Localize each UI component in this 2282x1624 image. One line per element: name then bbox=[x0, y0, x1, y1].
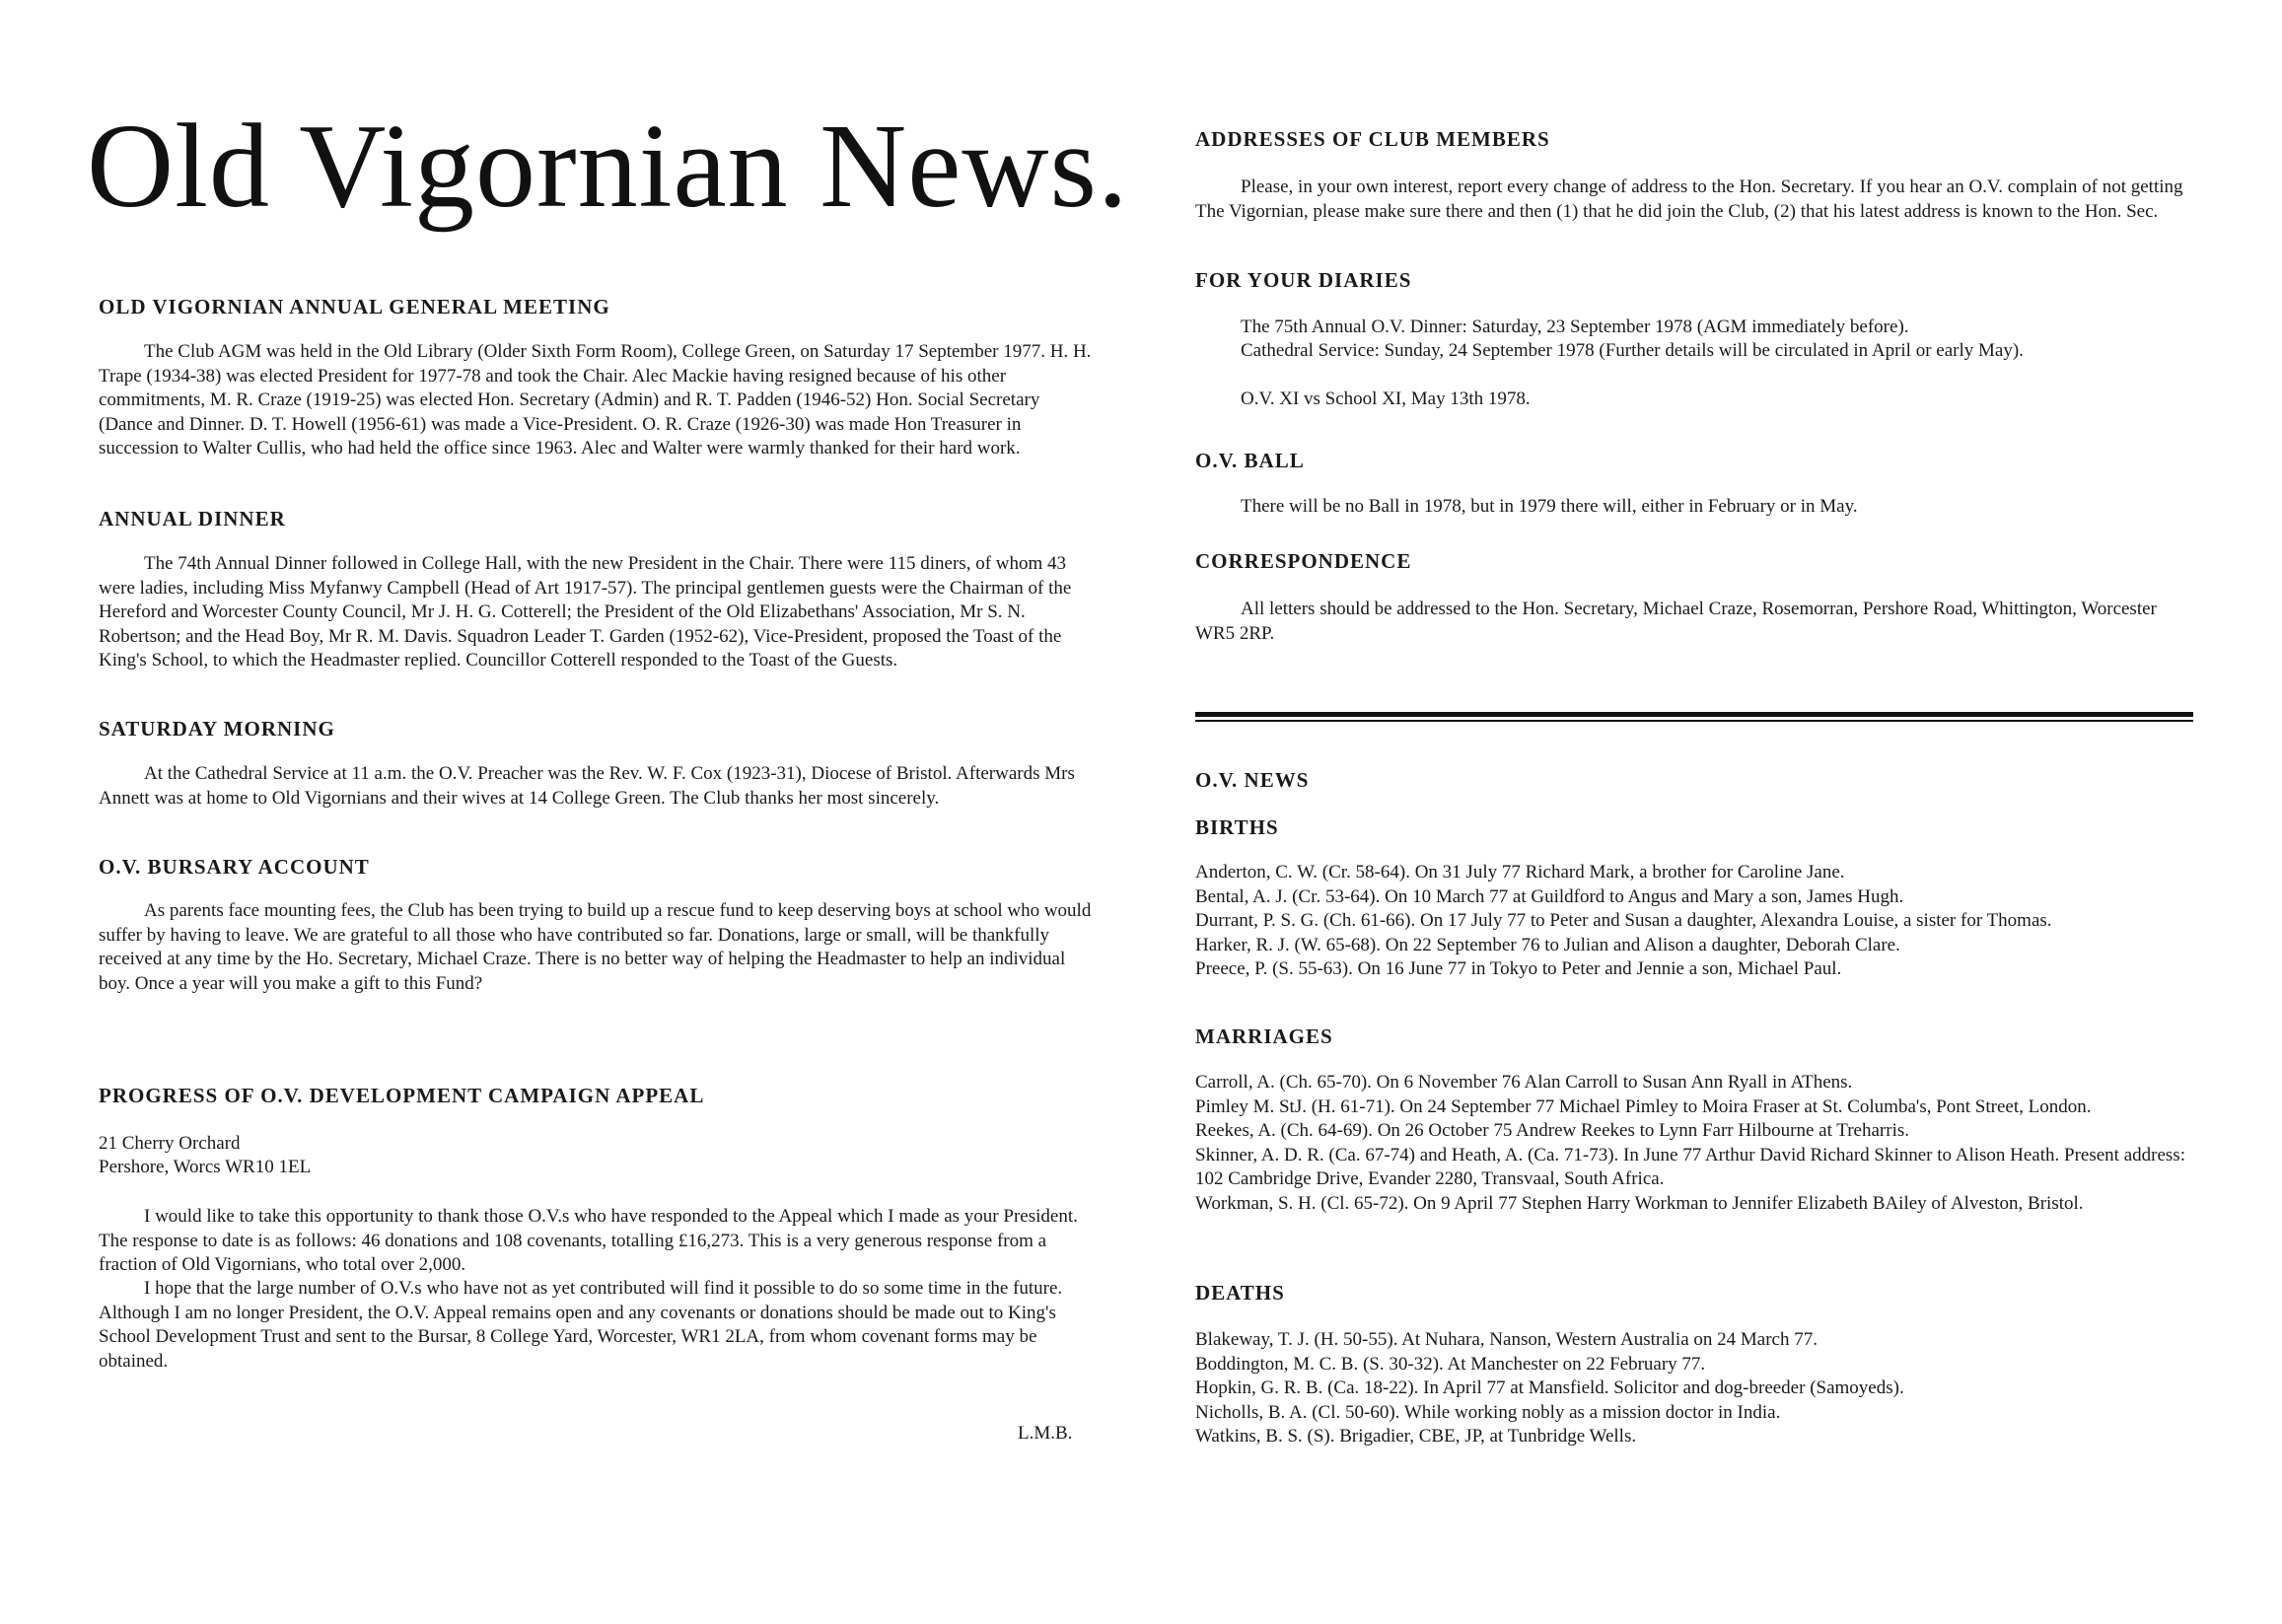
appeal-paragraph-1: I would like to take this opportunity to thank those O.V.s who have responded to the Appeal which I made as your President. The response to date is as follows: 46 donations and 108 covenants, totalling £16,273. This is a very generous response from a fraction of Old Vigornians, who total over 2,000. bbox=[99, 1206, 1078, 1275]
list-item: Hopkin, G. R. B. (Ca. 18-22). In April 77 at Mansfield. Solicitor and dog-breeder (Samoyeds). bbox=[1195, 1377, 1904, 1398]
section-divider-thick bbox=[1195, 712, 2193, 717]
diaries-item-3: O.V. XI vs School XI, May 13th 1978. bbox=[1241, 388, 1531, 409]
heading-ov-ball: O.V. BALL bbox=[1195, 449, 1305, 472]
list-item: Blakeway, T. J. (H. 50-55). At Nuhara, Nanson, Western Australia on 24 March 77. bbox=[1195, 1329, 1818, 1350]
heading-diaries: FOR YOUR DIARIES bbox=[1195, 268, 1412, 292]
heading-correspondence: CORRESPONDENCE bbox=[1195, 549, 1412, 573]
ball-paragraph: There will be no Ball in 1978, but in 1979 there will, either in February or in May. bbox=[1241, 496, 1858, 517]
list-item: Workman, S. H. (Cl. 65-72). On 9 April 77 Stephen Harry Workman to Jennifer Elizabeth BAiley of Alveston, Bristol. bbox=[1195, 1192, 2084, 1214]
masthead-title: Old Vigornian News. bbox=[87, 100, 1129, 233]
appeal-address-line1: 21 Cherry Orchard bbox=[99, 1133, 241, 1154]
heading-deaths: DEATHS bbox=[1195, 1281, 1285, 1305]
saturday-paragraph: At the Cathedral Service at 11 a.m. the O.V. Preacher was the Rev. W. F. Cox (1923-31), Diocese of Bristol. Afterwards Mrs Annett was at home to Old Vigornians and their wives at 14 College Green. The Club thanks her most sincerely. bbox=[99, 763, 1075, 809]
heading-agm: OLD VIGORNIAN ANNUAL GENERAL MEETING bbox=[99, 295, 610, 318]
section-divider-thin bbox=[1195, 720, 2193, 722]
heading-marriages: MARRIAGES bbox=[1195, 1024, 1333, 1048]
list-item: Bental, A. J. (Cr. 53-64). On 10 March 77 at Guildford to Angus and Mary a son, James Hugh. bbox=[1195, 885, 1904, 907]
list-item: Nicholls, B. A. (Cl. 50-60). While working nobly as a mission doctor in India. bbox=[1195, 1401, 1781, 1423]
heading-bursary-account: O.V. BURSARY ACCOUNT bbox=[99, 855, 370, 879]
list-item: Anderton, C. W. (Cr. 58-64). On 31 July 77 Richard Mark, a brother for Caroline Jane. bbox=[1195, 862, 1845, 883]
marriages-list bbox=[1195, 1071, 2193, 1216]
dinner-paragraph: The 74th Annual Dinner followed in College Hall, with the new President in the Chair. There were 115 diners, of whom 43 were ladies, including Miss Myfanwy Campbell (Head of Art 1917-57). The principal gentlemen guests were the Chairman of the Hereford and Worcester County Council, Mr J. H. G. Cotterell; the President of the Old Elizabethans' Association, Mr S. N. Robertson; and the Head Boy, Mr R. M. Davis. Squadron Leader T. Garden (1952-62), Vice-President, proposed the Toast of the King's School, to which the Headmaster replied. Councillor Cotterell responded to the Toast of the Guests. bbox=[99, 553, 1072, 671]
addresses-paragraph: Please, in your own interest, report every change of address to the Hon. Secretary. If you hear an O.V. complain of not getting The Vigornian, please make sure there and then (1) that he did join the Club, (2) that his latest address is known to the Hon. Sec. bbox=[1195, 177, 2183, 222]
list-item: Preece, P. (S. 55-63). On 16 June 77 in Tokyo to Peter and Jennie a son, Michael Paul. bbox=[1195, 958, 1842, 979]
correspondence-paragraph: All letters should be addressed to the Hon. Secretary, Michael Craze, Rosemorran, Pershore Road, Whittington, Worcester WR5 2RP. bbox=[1195, 599, 2157, 644]
heading-addresses: ADDRESSES OF CLUB MEMBERS bbox=[1195, 127, 1550, 151]
heading-annual-dinner: ANNUAL DINNER bbox=[99, 507, 286, 530]
list-item: Reekes, A. (Ch. 64-69). On 26 October 75 Andrew Reekes to Lynn Farr Hilbourne at Treharris. bbox=[1195, 1120, 1909, 1141]
heading-births: BIRTHS bbox=[1195, 815, 1279, 839]
heading-saturday-morning: SATURDAY MORNING bbox=[99, 717, 335, 741]
births-list bbox=[1195, 861, 2193, 982]
list-item: Durrant, P. S. G. (Ch. 61-66). On 17 July 77 to Peter and Susan a daughter, Alexandra Louise, a sister for Thomas. bbox=[1195, 910, 2052, 931]
diaries-item-2: Cathedral Service: Sunday, 24 September 1978 (Further details will be circulated in April or early May). bbox=[1241, 340, 2024, 361]
appeal-signature: L.M.B. bbox=[1018, 1423, 1073, 1444]
diaries-item-1: The 75th Annual O.V. Dinner: Saturday, 23 September 1978 (AGM immediately before). bbox=[1241, 317, 1909, 337]
appeal-paragraph-2: I hope that the large number of O.V.s who have not as yet contributed will find it possible to do so some time in the future. Although I am no longer President, the O.V. Appeal remains open and any covenants or donations should be made out to King's School Development Trust and sent to the Bursar, 8 College Yard, Worcester, WR1 2LA, from whom covenant forms may be obtained. bbox=[99, 1278, 1063, 1372]
heading-appeal: PROGRESS OF O.V. DEVELOPMENT CAMPAIGN APPEAL bbox=[99, 1084, 705, 1107]
bursary-paragraph: As parents face mounting fees, the Club has been trying to build up a rescue fund to keep deserving boys at school who would suffer by having to leave. We are grateful to all those who have contributed so far. Donations, large or small, will be thankfully received at any time by the Ho. Secretary, Michael Craze. There is no better way of helping the Headmaster to help an individual boy. Once a year will you make a gift to this Fund? bbox=[99, 900, 1092, 994]
list-item: Skinner, A. D. R. (Ca. 67-74) and Heath, A. (Ca. 71-73). In June 77 Arthur David Richard Skinner to Alison Heath. Present address: 102 Cambridge Drive, Evander 2280, Transvaal, South Africa. bbox=[1195, 1144, 2185, 1189]
list-item: Pimley M. StJ. (H. 61-71). On 24 September 77 Michael Pimley to Moira Fraser at St. Columba's, Pont Street, London. bbox=[1195, 1095, 2092, 1117]
heading-ov-news: O.V. NEWS bbox=[1195, 768, 1310, 792]
list-item: Harker, R. J. (W. 65-68). On 22 September 76 to Julian and Alison a daughter, Deborah Clare. bbox=[1195, 934, 1900, 955]
appeal-address-line2: Pershore, Worcs WR10 1EL bbox=[99, 1157, 312, 1177]
agm-paragraph: The Club AGM was held in the Old Library (Older Sixth Form Room), College Green, on Saturday 17 September 1977. H. H. Trape (1934-38) was elected President for 1977-78 and took the Chair. Alec Mackie having resigned because of his other commitments, M. R. Craze (1919-25) was elected Hon. Secretary (Admin) and R. T. Padden (1946-52) Hon. Social Secretary (Dance and Dinner. D. T. Howell (1956-61) was made a Vice-President. O. R. Craze (1926-30) was made Hon Treasurer in succession to Walter Cullis, who had held the office since 1963. Alec and Walter were warmly thanked for their hard work. bbox=[99, 341, 1092, 459]
list-item: Watkins, B. S. (S). Brigadier, CBE, JP, at Tunbridge Wells. bbox=[1195, 1426, 1637, 1447]
deaths-list bbox=[1195, 1328, 2193, 1449]
list-item: Boddington, M. C. B. (S. 30-32). At Manchester on 22 February 77. bbox=[1195, 1353, 1706, 1375]
list-item: Carroll, A. (Ch. 65-70). On 6 November 76 Alan Carroll to Susan Ann Ryall in AThens. bbox=[1195, 1072, 1853, 1093]
